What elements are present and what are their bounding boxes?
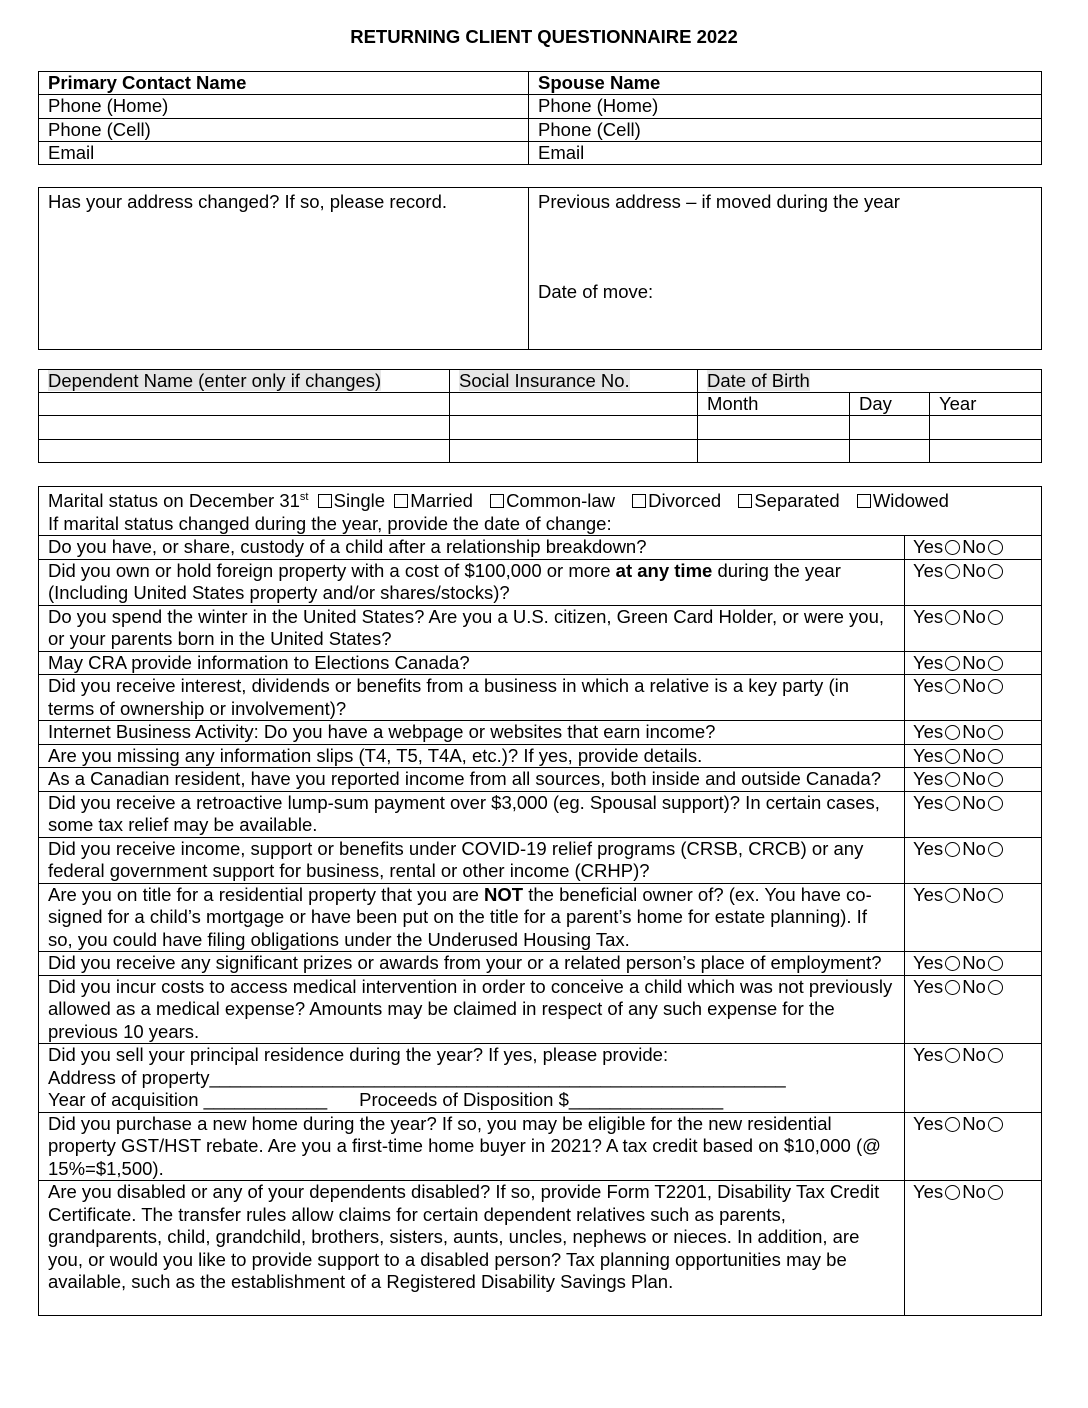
contact-header-row [39, 72, 1042, 95]
question-text: Do you have, or share, custody of a child after a relationship breakdown? [39, 536, 905, 560]
marital-status-row [39, 487, 1042, 536]
yes-no-answer: Yes No [905, 791, 1042, 837]
question-text: Are you on title for a residential property that you are NOT the beneficial owner of? (ex. You have co-signed for a child’s mortgage or have been put on the title for a parent’s home for estate planning). If so, you could have filing obligations under the Underused Housing Tax. [39, 883, 905, 952]
year-header[interactable]: Year [930, 393, 1042, 416]
yes-radio[interactable] [945, 980, 960, 995]
address-table [38, 187, 1042, 350]
dependents-header-row [39, 370, 1042, 393]
spouse-phone-cell-field[interactable]: Phone (Cell) [529, 118, 1042, 141]
contact-table [38, 71, 1042, 165]
address-changed-field[interactable] [39, 188, 529, 350]
question-row [39, 791, 1042, 837]
yes-no-answer: Yes No [905, 1112, 1042, 1181]
primary-contact-name-field[interactable]: Primary Contact Name [39, 72, 529, 95]
question-text: Did you purchase a new home during the year? If so, you may be eligible for the new residential property GST/HST rebate. Are you a first-time home buyer in 2021? A tax credit based on $10,000 (@ 15%=$1,500). [39, 1112, 905, 1181]
widowed-checkbox[interactable] [857, 494, 871, 508]
yes-radio[interactable] [945, 956, 960, 971]
question-row [39, 744, 1042, 768]
question-row [39, 883, 1042, 952]
spouse-phone-home-field[interactable]: Phone (Home) [529, 95, 1042, 118]
yes-radio[interactable] [945, 749, 960, 764]
no-radio[interactable] [988, 1185, 1003, 1200]
primary-phone-cell-field[interactable]: Phone (Cell) [39, 118, 529, 141]
contact-row [39, 95, 1042, 118]
spouse-name-field[interactable]: Spouse Name [529, 72, 1042, 95]
table-row [39, 416, 1042, 439]
yes-radio[interactable] [945, 842, 960, 857]
question-text: Do you spend the winter in the United States? Are you a U.S. citizen, Green Card Holder, or were you, or your parents born in the United States? [39, 605, 905, 651]
yes-no-answer: Yes No [905, 768, 1042, 792]
question-row [39, 1112, 1042, 1181]
question-row [39, 952, 1042, 976]
no-radio[interactable] [988, 540, 1003, 555]
no-radio[interactable] [988, 749, 1003, 764]
yes-no-answer: Yes No [905, 952, 1042, 976]
question-text: Did you receive a retroactive lump-sum payment over $3,000 (eg. Spousal support)? In certain cases, some tax relief may be available. [39, 791, 905, 837]
yes-radio[interactable] [945, 796, 960, 811]
proceeds-of-disposition-field[interactable]: Proceeds of Disposition $_______________ [359, 1089, 724, 1110]
year-cell[interactable] [930, 416, 1042, 439]
yes-radio[interactable] [945, 540, 960, 555]
question-row [39, 1044, 1042, 1113]
dependents-table [38, 369, 1042, 463]
no-radio[interactable] [988, 842, 1003, 857]
yes-radio[interactable] [945, 656, 960, 671]
yes-no-answer: Yes No [905, 721, 1042, 745]
question-row [39, 837, 1042, 883]
yes-radio[interactable] [945, 1117, 960, 1132]
month-cell[interactable] [698, 439, 850, 462]
dependent-name-header: Dependent Name (enter only if changes) [39, 370, 450, 393]
primary-phone-home-field[interactable]: Phone (Home) [39, 95, 529, 118]
yes-radio[interactable] [945, 564, 960, 579]
yes-no-answer: Yes No [905, 883, 1042, 952]
no-radio[interactable] [988, 1048, 1003, 1063]
sin-cell[interactable] [450, 439, 698, 462]
question-row [39, 559, 1042, 605]
no-radio[interactable] [988, 725, 1003, 740]
day-cell[interactable] [850, 439, 930, 462]
table-row [39, 439, 1042, 462]
day-header[interactable]: Day [850, 393, 930, 416]
yes-radio[interactable] [945, 772, 960, 787]
no-radio[interactable] [988, 610, 1003, 625]
previous-address-field[interactable] [529, 188, 1042, 350]
contact-row [39, 141, 1042, 164]
yes-no-answer: Yes No [905, 744, 1042, 768]
yes-no-answer: Yes No [905, 1181, 1042, 1316]
yes-radio[interactable] [945, 888, 960, 903]
divorced-checkbox[interactable] [632, 494, 646, 508]
yes-no-answer: Yes No [905, 675, 1042, 721]
yes-no-answer: Yes No [905, 651, 1042, 675]
yes-radio[interactable] [945, 1048, 960, 1063]
dependent-name-cell[interactable] [39, 439, 450, 462]
question-text: Did you receive interest, dividends or benefits from a business in which a relative is a key party (in terms of ownership or involvement)? [39, 675, 905, 721]
no-radio[interactable] [988, 980, 1003, 995]
date-of-move-label: Date of move: [538, 280, 654, 302]
question-text: Internet Business Activity: Do you have a webpage or websites that earn income? [39, 721, 905, 745]
question-text: Are you disabled or any of your dependents disabled? If so, provide Form T2201, Disability Tax Credit Certificate. The transfer rules allow claims for certain dependent relatives such as parents, grandparents, child, grandchild, brothers, sisters, aunts, uncles, nephews or nieces. In addition, are you, or would you like to provide support to a disabled person? Tax planning opportunities may be available, such as the establishment of a Registered Disability Savings Plan. [39, 1181, 905, 1316]
yes-no-answer: Yes No [905, 536, 1042, 560]
sin-cell[interactable] [450, 393, 698, 416]
question-row [39, 768, 1042, 792]
question-row [39, 721, 1042, 745]
yes-radio[interactable] [945, 679, 960, 694]
month-header[interactable]: Month [698, 393, 850, 416]
single-checkbox[interactable] [318, 494, 332, 508]
no-radio[interactable] [988, 888, 1003, 903]
questions-table [38, 486, 1042, 1316]
no-radio[interactable] [988, 772, 1003, 787]
question-text: Did you sell your principal residence during the year? If yes, please provide: Address of property________________________________________________________ Year of acquisition ____________ Proceeds of Disposition $_______________ [39, 1044, 905, 1113]
question-row [39, 605, 1042, 651]
yes-no-answer: Yes No [905, 559, 1042, 605]
yes-no-answer: Yes No [905, 1044, 1042, 1113]
table-row [39, 393, 1042, 416]
common-law-checkbox[interactable] [490, 494, 504, 508]
question-text: Did you receive income, support or benefits under COVID-19 relief programs (CRSB, CRCB) or any federal government support for business, rental or other income (CRHP)? [39, 837, 905, 883]
primary-email-field[interactable]: Email [39, 141, 529, 164]
contact-row [39, 118, 1042, 141]
address-of-property-field[interactable]: Address of property________________________________________________________ [48, 1066, 786, 1088]
year-of-acquisition-field[interactable]: Year of acquisition ____________ [48, 1089, 328, 1110]
yes-radio[interactable] [945, 610, 960, 625]
question-text: Are you missing any information slips (T4, T5, T4A, etc.)? If yes, provide details. [39, 744, 905, 768]
sin-header: Social Insurance No. [450, 370, 698, 393]
no-radio[interactable] [988, 679, 1003, 694]
question-row [39, 651, 1042, 675]
yes-no-answer: Yes No [905, 605, 1042, 651]
no-radio[interactable] [988, 564, 1003, 579]
month-cell[interactable] [698, 416, 850, 439]
question-text: Did you own or hold foreign property with a cost of $100,000 or more at any time during the year (Including United States property and/or shares/stocks)? [39, 559, 905, 605]
marital-change-note: If marital status changed during the year, provide the date of change: [48, 512, 612, 534]
question-row [39, 1181, 1042, 1316]
no-radio[interactable] [988, 656, 1003, 671]
question-text: May CRA provide information to Elections Canada? [39, 651, 905, 675]
address-changed-label: Has your address changed? If so, please record. [48, 191, 448, 212]
question-row [39, 975, 1042, 1044]
question-row [39, 536, 1042, 560]
dependent-name-cell[interactable] [39, 393, 450, 416]
yes-no-answer: Yes No [905, 975, 1042, 1044]
question-text: Did you receive any significant prizes or awards from your or a related person’s place of employment? [39, 952, 905, 976]
yes-radio[interactable] [945, 1185, 960, 1200]
married-checkbox[interactable] [394, 494, 408, 508]
question-row [39, 675, 1042, 721]
day-cell[interactable] [850, 416, 930, 439]
no-radio[interactable] [988, 1117, 1003, 1132]
separated-checkbox[interactable] [738, 494, 752, 508]
dependent-name-cell[interactable] [39, 416, 450, 439]
marital-status-line: Marital status on December 31st Single Married Common-law Divorced Separated Widowed [48, 490, 949, 511]
question-text: Did you incur costs to access medical intervention in order to conceive a child which was not previously allowed as a medical expense? Amounts may be claimed in respect of any such expense for the previous 10 years. [39, 975, 905, 1044]
yes-radio[interactable] [945, 725, 960, 740]
sin-cell[interactable] [450, 416, 698, 439]
no-radio[interactable] [988, 796, 1003, 811]
year-cell[interactable] [930, 439, 1042, 462]
page-title: RETURNING CLIENT QUESTIONNAIRE 2022 [350, 26, 738, 47]
previous-address-label: Previous address – if moved during the year [538, 191, 900, 212]
dob-header: Date of Birth [698, 370, 1042, 393]
yes-no-answer: Yes No [905, 837, 1042, 883]
no-radio[interactable] [988, 956, 1003, 971]
question-text: As a Canadian resident, have you reported income from all sources, both inside and outside Canada? [39, 768, 905, 792]
spouse-email-field[interactable]: Email [529, 141, 1042, 164]
